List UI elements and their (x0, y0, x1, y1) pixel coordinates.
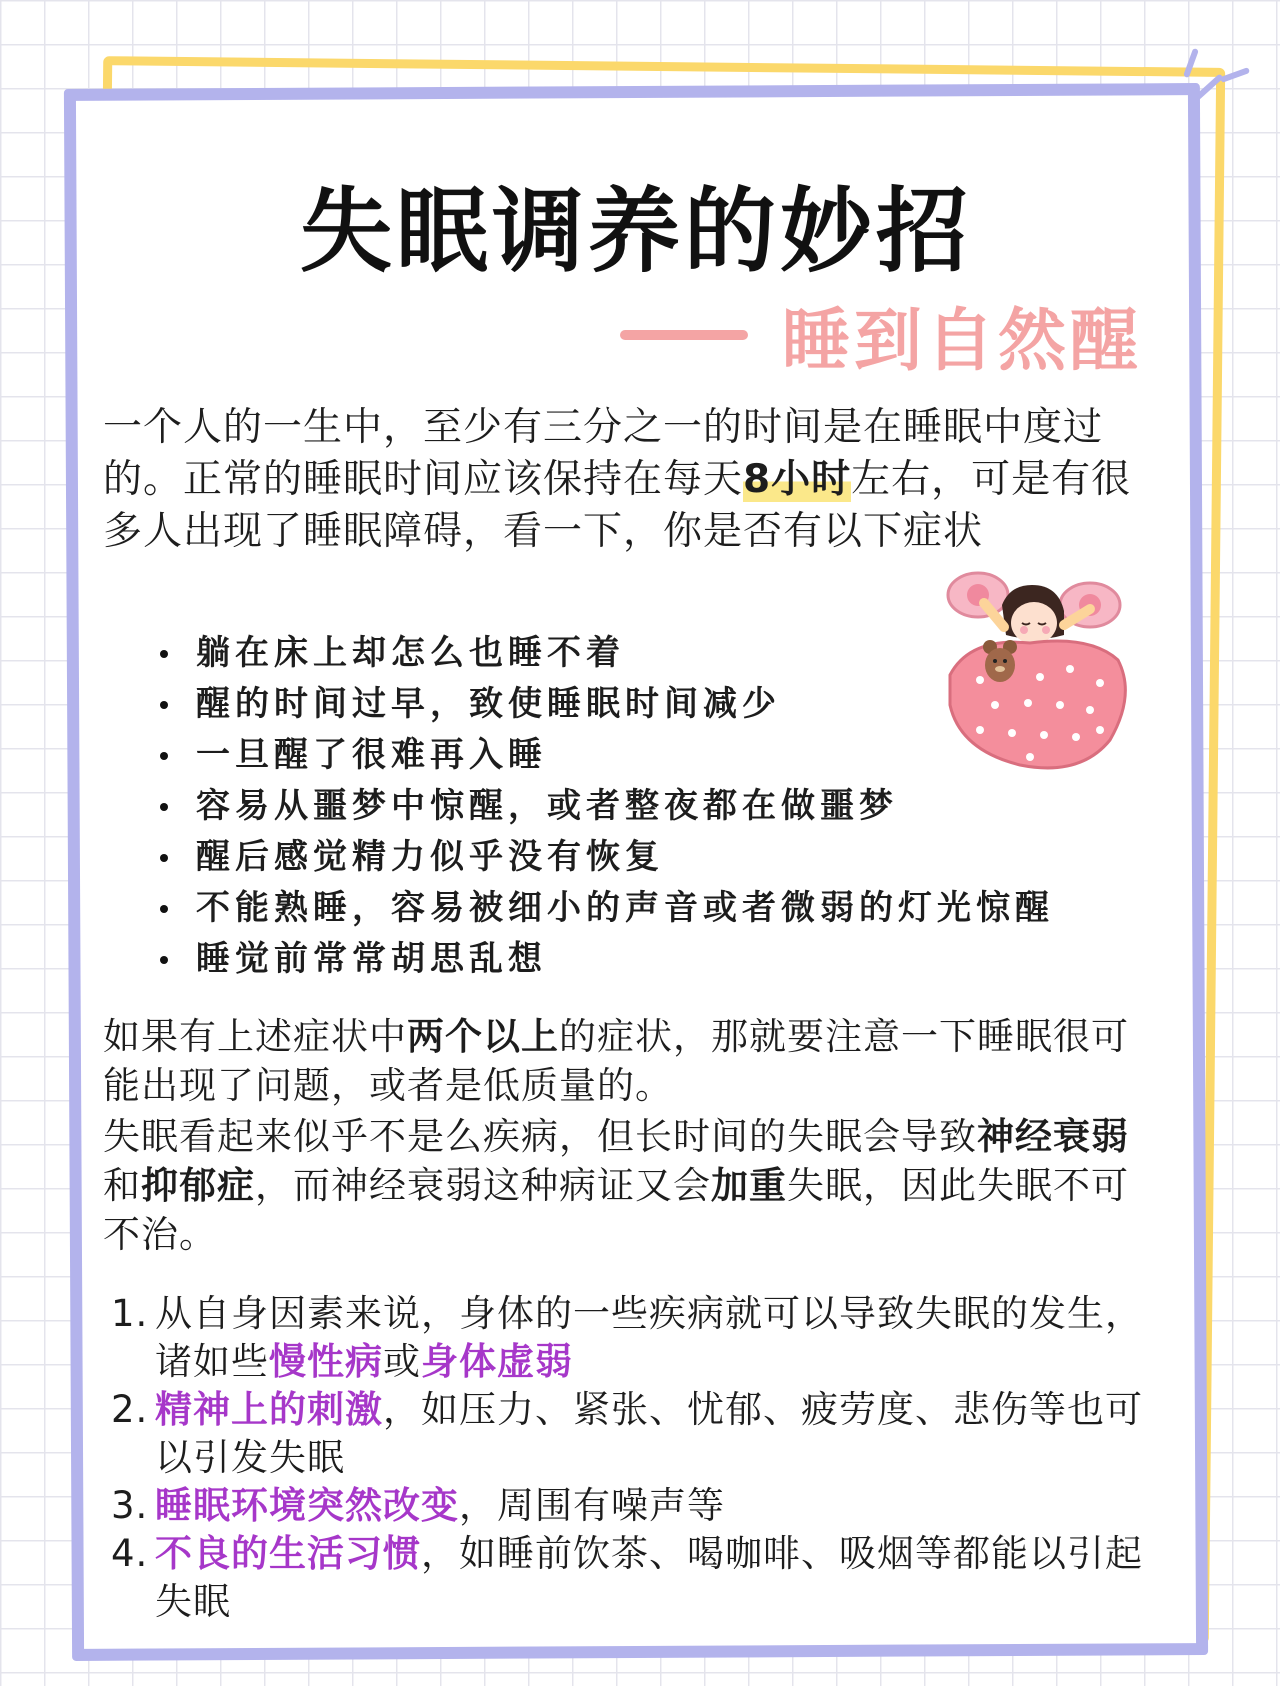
explanation-paragraph (103, 1112, 1163, 1259)
text: 失眠，因此失眠不可不治。 (103, 1164, 1129, 1256)
warning-paragraph (103, 1012, 1163, 1110)
text: 或 (383, 1340, 421, 1383)
list-item: 不能熟睡，容易被细小的声音或者微弱的灯光惊醒 (158, 883, 1158, 934)
list-item: 睡觉前常常胡思乱想 (158, 934, 1158, 985)
intro-highlight: 8小时 (743, 457, 852, 502)
text: 失眠看起来似乎不是么疾病，但长时间的失眠会导致 (103, 1115, 977, 1158)
list-item (103, 1482, 1173, 1530)
list-item: 醒后感觉精力似乎没有恢复 (158, 832, 1158, 883)
subtitle (620, 300, 1143, 381)
item-number: 4. (111, 1532, 149, 1575)
text: 和 (103, 1164, 141, 1207)
intro-text: 一个人的一生中，至少有三分之一的时间是在睡眠中度过的。正常的睡眠时间应该保持在每天 (103, 405, 1104, 502)
list-item: 容易从噩梦中惊醒，或者整夜都在做噩梦 (158, 781, 1158, 832)
symptom-list (158, 628, 1158, 985)
page-title: 失眠调养的妙招 (299, 178, 972, 285)
bold-text: 神经衰弱 (977, 1115, 1129, 1158)
text: 如果有上述症状中 (103, 1015, 407, 1058)
highlight-text: 不良的生活习惯 (155, 1532, 421, 1575)
text: ，周围有噪声等 (459, 1484, 725, 1527)
intro-paragraph (103, 402, 1163, 558)
text: ，如压力、紧张、忧郁、疲劳度、悲伤等也可以引发失眠 (155, 1388, 1143, 1479)
item-number: 1. (111, 1292, 149, 1335)
text: ，而神经衰弱这种病证又会 (255, 1164, 711, 1207)
cause-list (103, 1290, 1173, 1626)
deco-stroke (1220, 67, 1250, 83)
list-item: 躺在床上却怎么也睡不着 (158, 628, 1158, 679)
bold-text: 两个以上 (407, 1015, 559, 1058)
subtitle-text: 睡到自然醒 (782, 301, 1143, 381)
subtitle-dash (620, 330, 748, 340)
highlight-text: 身体虚弱 (421, 1340, 573, 1383)
list-item (103, 1530, 1173, 1626)
bold-text: 抑郁症 (141, 1164, 255, 1207)
list-item (103, 1290, 1173, 1386)
list-item: 醒的时间过早，致使睡眠时间减少 (158, 679, 1158, 730)
highlight-text: 慢性病 (269, 1340, 383, 1383)
list-item: 一旦醒了很难再入睡 (158, 730, 1158, 781)
item-number: 2. (111, 1388, 149, 1431)
intro-text: 左右，可是有很多人出现了睡眠障碍，看一下，你是否有以下症状 (103, 457, 1132, 554)
list-item (103, 1386, 1173, 1482)
text: ，如睡前饮茶、喝咖啡、吸烟等都能以引起失眠 (155, 1532, 1143, 1623)
highlight-text: 精神上的刺激 (155, 1388, 383, 1431)
text: 从自身因素来说，身体的一些疾病就可以导致失眠的发生，诸如些 (155, 1292, 1143, 1383)
bold-text: 加重 (711, 1164, 787, 1207)
item-number: 3. (111, 1484, 149, 1527)
highlight-text: 睡眠环境突然改变 (155, 1484, 459, 1527)
text: 的症状，那就要注意一下睡眠很可能出现了问题，或者是低质量的。 (103, 1015, 1129, 1107)
